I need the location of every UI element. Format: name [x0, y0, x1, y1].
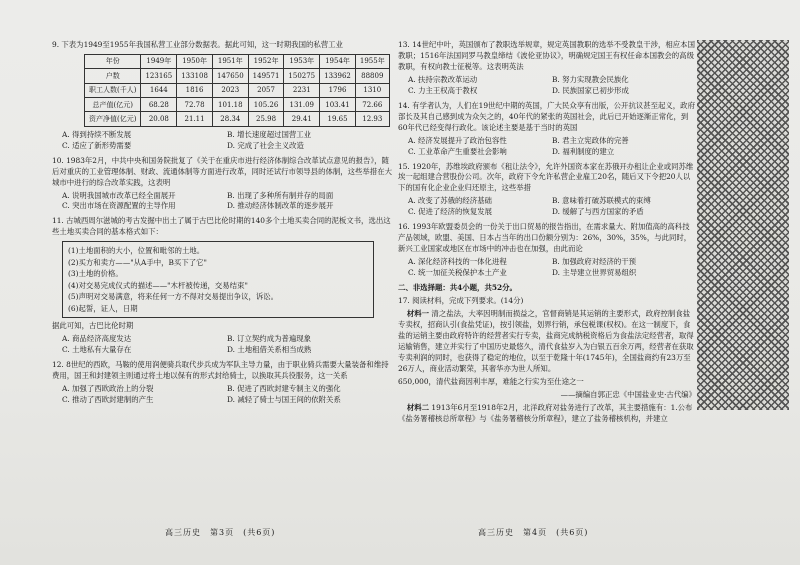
material-label: 材料一	[406, 308, 430, 318]
option-a: A. 扶持宗教改革运动	[408, 74, 478, 84]
option-b: B. 努力实现教会民族化	[552, 74, 629, 84]
question-stem: 16. 1993年欧盟委员会的一份关于出口贸易的报告指出，在需求量大、附加值高的高科技产品领域，欧盟、美国、日本占当年的出口份额分别为：26%，30%，35%，与此同时，新兴工业国家或地区在市场中的冲击也在加强，由此而论	[398, 222, 692, 254]
table-cell: 133108	[177, 69, 213, 83]
table-cell: 105.26	[248, 98, 284, 112]
box-line: (6)起誓，证人，日期	[68, 303, 138, 313]
question-stem: 12. 8世纪的西欧，马鞍的使用润便骑兵取代步兵成为军队主导力量，由于职业骑兵需要大量装备和维持费用，国王和封建领主则通过将土地以保有的形式封给骑士，以换取其兵役服务，这一关系	[52, 360, 389, 380]
page-footer-left: 高三历史 第3页 (共6页)	[165, 528, 276, 537]
data-table	[84, 54, 390, 127]
option-d: D. 土地租借关系相当成熟	[227, 345, 312, 355]
table-cell: 29.41	[284, 112, 320, 126]
question-10	[52, 156, 392, 213]
option-a: A. 商品经济高度发达	[62, 334, 132, 344]
option-c: C. 工业革命产生重要社会影响	[408, 146, 507, 156]
box-line: (5)声明对交易满意，将来任何一方不得对交易提出争议，诉讼。	[68, 292, 279, 302]
table-header: 年份	[85, 54, 141, 68]
table-cell: 88809	[355, 69, 389, 83]
table-row	[85, 112, 390, 126]
answer-options	[62, 334, 392, 356]
table-cell: 总产值(亿元)	[85, 98, 141, 112]
answer-options	[408, 136, 696, 158]
table-cell: 101.18	[212, 98, 248, 112]
question-stem: 15. 1920年，苏维埃政府颁布《租让法令》，允许外国资本家在苏俄开办租让企业或同苏维埃一起组建合营股份公司。次年，政府下令允许私营企业雇工20名，随后又下令把20人以下的国有化企业企业归还原主，这些举措	[398, 161, 694, 193]
answer-options	[408, 196, 696, 218]
answer-options	[62, 130, 392, 152]
question-stem: 14. 有学者认为，人们在19世纪中期的英国，广大民众享有出版，公开抗议甚至起义，政府部长及其自己感到成为众矢之的，40年代的紧张的英国社会，此后已开始逐渐正常化，到60年代已经变得行政化。该论述主要是基于当时的英国	[398, 100, 695, 132]
question-12	[52, 360, 392, 406]
table-header: 1949年	[141, 54, 177, 68]
section-heading: 二、非选择题：共4小题，共52分。	[398, 283, 517, 293]
question-tail: 据此可知，古巴比伦时期	[52, 321, 134, 331]
table-cell: 103.41	[320, 98, 356, 112]
option-c: C. 力主王权高于教权	[408, 85, 478, 95]
table-row	[85, 69, 390, 83]
question-15	[398, 162, 696, 219]
option-c: C. 推动了西欧封建制的产生	[62, 394, 154, 404]
table-cell: 户数	[85, 69, 141, 83]
table-cell: 2231	[284, 83, 320, 97]
option-b: B. 出现了多种所有制并存的局面	[227, 190, 334, 200]
left-column	[52, 40, 392, 410]
table-cell: 资产净值(亿元)	[85, 112, 141, 126]
question-16	[398, 222, 696, 279]
box-line: (1)土地面积的大小，位置和毗邻的土地。	[68, 246, 205, 256]
option-b: B. 意味着打破苏联模式的束缚	[552, 196, 651, 206]
page-footer-right: 高三历史 第4页 (共6页)	[478, 528, 589, 537]
table-header: 1952年	[248, 54, 284, 68]
table-row	[85, 83, 390, 97]
question-stem: 17. 阅读材料，完成下列要求。(14分)	[398, 296, 524, 306]
table-cell: 1644	[141, 83, 177, 97]
table-cell: 72.66	[355, 98, 389, 112]
table-cell: 149571	[248, 69, 284, 83]
question-11	[52, 216, 392, 356]
table-cell: 25.98	[248, 112, 284, 126]
option-c: C. 适应了新形势需要	[62, 140, 132, 150]
option-c: C. 促进了经济的恢复发展	[408, 207, 492, 217]
question-stem: 11. 古城西周尔滋城的考古发掘中出土了属于古巴比伦时期的140多个土地买卖合同的泥板文书，选出这些土地买卖合同的基本格式如下：	[52, 216, 391, 237]
table-header: 1951年	[212, 54, 248, 68]
contract-format-box	[62, 241, 374, 318]
option-c: C. 突出市场在资源配置的主导作用	[62, 201, 176, 211]
table-cell: 职工人数(千人)	[85, 83, 141, 97]
table-header: 1955年	[355, 54, 389, 68]
table-cell: 1816	[177, 83, 213, 97]
box-line: (3)土地的价格。	[68, 269, 123, 279]
table-header: 1953年	[284, 54, 320, 68]
question-stem: 9. 下表为1949至1955年我国私营工业部分数据表。据此可知，这一时期我国的私营工业	[52, 40, 343, 49]
option-b: B. 增长速度超过国营工业	[227, 129, 312, 139]
option-c: C. 统一加征关税保护本土产业	[408, 268, 507, 278]
table-header-row	[85, 54, 390, 68]
table-cell: 2023	[212, 83, 248, 97]
table-cell: 131.09	[284, 98, 320, 112]
table-cell: 19.65	[320, 112, 356, 126]
table-cell: 72.78	[177, 98, 213, 112]
table-header: 1950年	[177, 54, 213, 68]
table-cell: 147650	[212, 69, 248, 83]
option-a: A. 深化经济科技的一体化进程	[408, 257, 507, 267]
material-one-tail: 650,000，清代盐商因利丰厚，难能之行实为至仕途之一	[398, 376, 584, 386]
option-b: B. 促进了西欧封建专制主义的强化	[227, 383, 341, 393]
table-header: 1954年	[320, 54, 356, 68]
option-d: D. 主导建立世界贸易组织	[552, 268, 637, 278]
question-stem: 13. 14世纪中叶，英国颁布了教职选举规章，规定英国教职的选举不受教皇干涉，相应本国教职；1516年法国同罗马教皇缔结《波伦亚协议》，明确规定国王有权任命本国教会的高级教职，有权向教士征税等。这表明英法	[398, 40, 695, 71]
table-cell: 133962	[320, 69, 356, 83]
option-d: D. 减轻了骑士与国王间的依附关系	[227, 394, 341, 404]
option-d: D. 推动经济体制改革的逐步展开	[227, 201, 334, 211]
question-13	[398, 40, 696, 97]
option-b: B. 君主立宪政体的完善	[552, 135, 629, 145]
table-cell: 20.08	[141, 112, 177, 126]
material-one	[398, 309, 696, 375]
option-a: A. 得到持续不断发展	[62, 129, 132, 139]
table-cell: 1310	[355, 83, 389, 97]
box-line: (4)对交易完成仪式的描述——"木杆被传递，交易结束"	[68, 280, 248, 290]
option-c: C. 土地私有大量存在	[62, 345, 132, 355]
option-d: D. 缓解了与西方国家的矛盾	[552, 207, 644, 217]
material-two	[398, 403, 696, 425]
table-cell: 2057	[248, 83, 284, 97]
table-cell: 21.11	[177, 112, 213, 126]
material-source: ——摘编自郭正忠《中国盐业史·古代编》	[560, 389, 696, 399]
answer-options	[408, 75, 696, 97]
option-d: D. 完成了社会主义改造	[227, 140, 304, 150]
option-b: B. 加强政府对经济的干预	[552, 257, 637, 267]
answer-options	[62, 384, 392, 406]
material-label: 材料二	[406, 402, 430, 412]
table-cell: 1796	[320, 83, 356, 97]
table-cell: 123165	[141, 69, 177, 83]
answer-options	[408, 257, 696, 279]
table-cell: 68.28	[141, 98, 177, 112]
question-14	[398, 101, 696, 158]
right-column	[398, 40, 696, 427]
binding-margin-pattern	[697, 40, 789, 410]
table-cell: 12.93	[355, 112, 389, 126]
table-row	[85, 98, 390, 112]
option-a: A. 加强了西欧政治上的分裂	[62, 383, 154, 393]
option-a: A. 说明我国城市改革已经全面展开	[62, 190, 176, 200]
material-text: 清之盐法，大率因明制而损益之，官督商销是其运销的主要形式，政府控制食盐专卖权，招商认引(食盐凭证)，按引领盐，划界行销，承包税课(权权)。在这一制度下，食盐的运销主要由政府特许的经营者实行专卖，盐商完成纳税资格后为食盐法定经营者，取得运输销售，建立并实行了中国历史最悠久，清代食盐岁入为白银五百余万两，经营者在获取专卖利润的同时，也获得了稳定的地位，以至于乾隆十年(1745年)，全国盐商约有23万至26万人，商业活动繁荣，其奢华亦为世人所知。	[398, 308, 694, 373]
question-stem: 10. 1983年2月，中共中央和国务院批复了《关于在重庆市进行经济体制综合改革试点意见的报告》，随后对重庆的工业管理体制、财政、流通体制等方面进行改革，同时还试行市领导县的体制，这些举措在大城市中进行的综合改革实践，这表明	[52, 155, 392, 187]
box-line: (2)买方和卖方——"从A手中，B买下了它"	[68, 257, 207, 267]
answer-options	[62, 191, 392, 213]
option-a: A. 经济发展提升了政治包容性	[408, 135, 507, 145]
table-cell: 28.34	[212, 112, 248, 126]
option-b: B. 订立契约成为普遍现象	[227, 334, 312, 344]
question-9	[52, 40, 392, 152]
question-17	[398, 296, 696, 424]
option-d: D. 民族国家已初步形成	[552, 85, 629, 95]
material-text: 1913年6月至1918年2月，北洋政府对盐务进行了改革，其主要措施有：1.公布《盐务署稽核总所章程》与《盐务署稽核分所章程》，建立了盐务稽核机构，并建立	[398, 402, 693, 423]
table-cell: 150275	[284, 69, 320, 83]
option-a: A. 改变了苏俄的经济基础	[408, 196, 492, 206]
option-d: D. 福利制度的建立	[552, 146, 615, 156]
